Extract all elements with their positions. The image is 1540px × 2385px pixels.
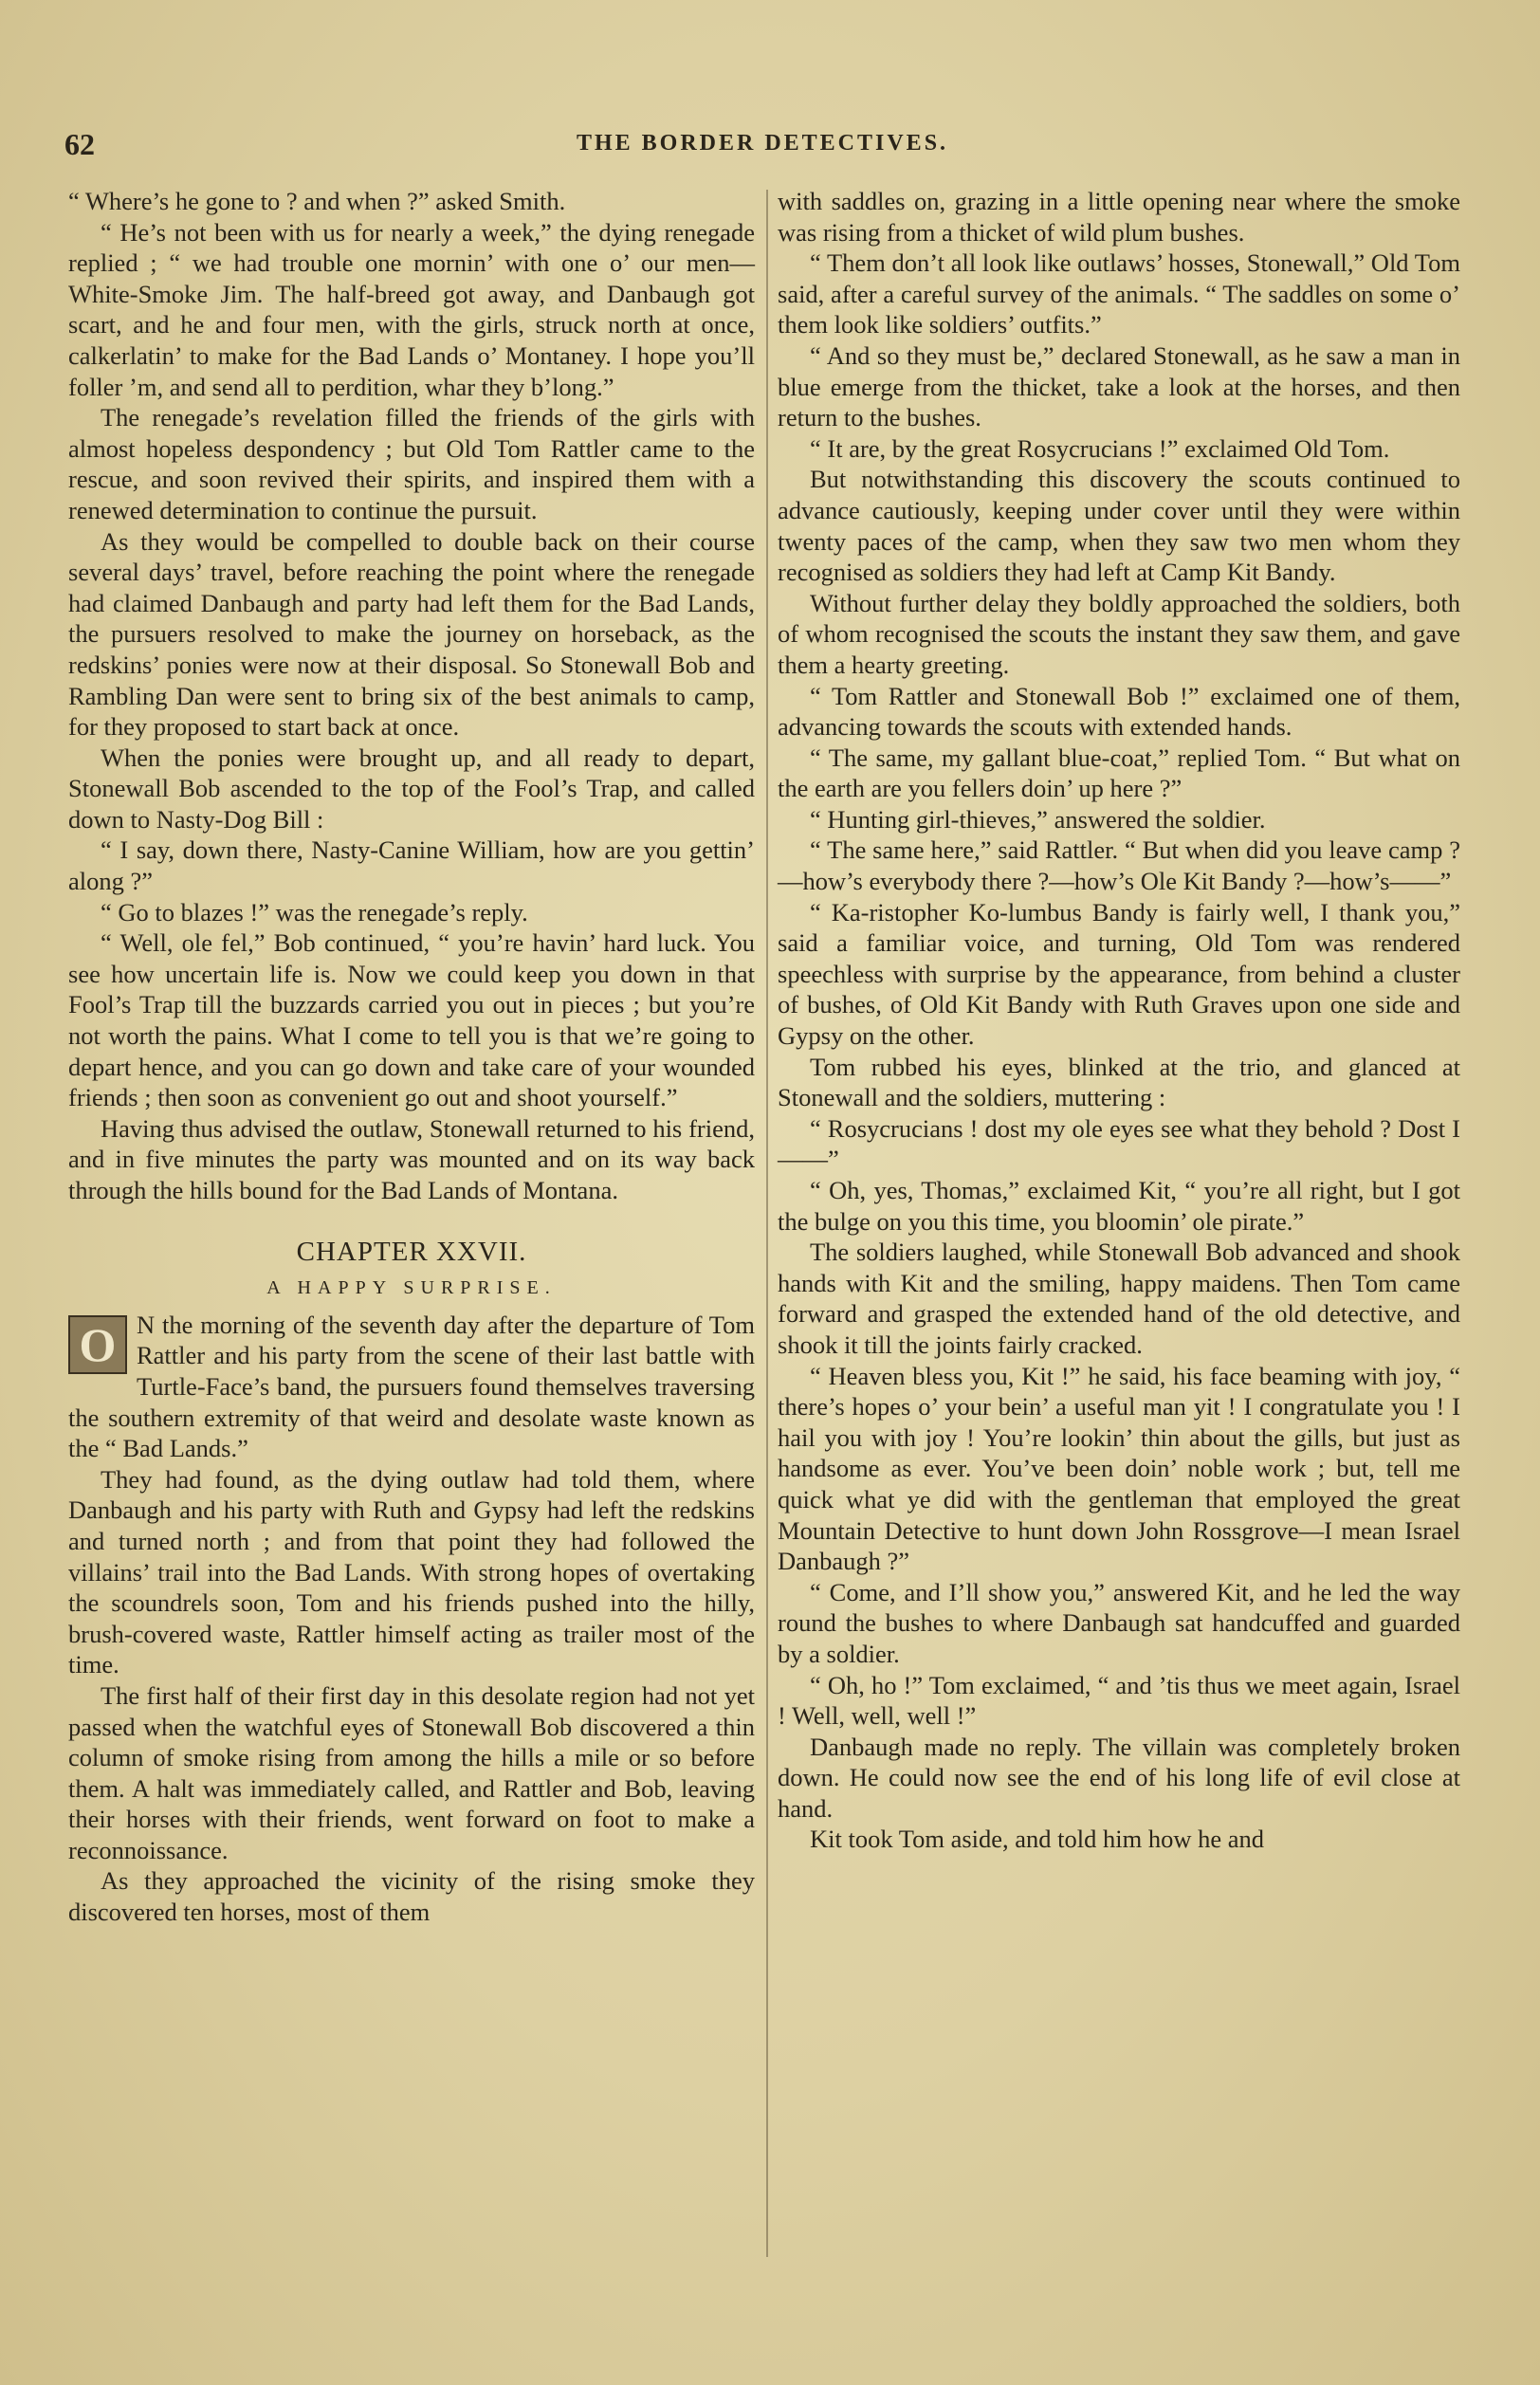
paragraph: But notwithstanding this discovery the scouts continued to advance cautiously, keeping under cover until they were within twenty paces of the camp, when they saw two men whom they recognised as soldiers they had left at Camp Kit Bandy. xyxy=(778,465,1460,587)
page-header xyxy=(61,127,1464,165)
paragraph: “ Oh, yes, Thomas,” exclaimed Kit, “ you’re all right, but I got the bulge on you this time, you bloomin’ ole pirate.” xyxy=(778,1176,1460,1236)
paragraph: The soldiers laughed, while Stonewall Bob advanced and shook hands with Kit and the smiling, happy maidens. Then Tom came forward and grasped the extended hand of the old detective, and shook it till the joints fairly cracked. xyxy=(778,1238,1460,1359)
paragraph: They had found, as the dying outlaw had told them, where Danbaugh and his party with Ruth and Gypsy had left the redskins and turned north ; and from that point they had followed the villains’ trail into the Bad Lands. With strong hopes of overtaking the scoundrels soon, Tom and his friends pushed into the hilly, brush-covered waste, Rattler himself acting as trailer most of the time. xyxy=(68,1464,755,1679)
paragraph: with saddles on, grazing in a little opening near where the smoke was rising from a thicket of wild plum bushes. xyxy=(778,187,1460,247)
paragraph: “ Where’s he gone to ? and when ?” asked Smith. xyxy=(68,187,566,215)
running-title: THE BORDER DETECTIVES. xyxy=(576,131,949,156)
left-column xyxy=(68,186,755,1928)
left-paragraphs-after xyxy=(68,1464,755,1928)
paragraph: The renegade’s revelation filled the friends of the girls with almost hopeless despondency ; but Old Tom Rattler came to the rescue, and soon revived their spirits, and inspired them with a renewed determination to continue the pursuit. xyxy=(68,403,755,524)
paragraph: “ I say, down there, Nasty-Canine William, how are you gettin’ along ?” xyxy=(68,835,755,896)
page-number: 62 xyxy=(64,127,95,161)
paragraph: “ Come, and I’ll show you,” answered Kit, and he led the way round the bushes to where Danbaugh sat handcuffed and guarded by a soldier. xyxy=(778,1577,1460,1668)
paragraph: “ The same here,” said Rattler. “ But when did you leave camp ?—how’s everybody there ?—how’s Ole Kit Bandy ?—how’s——” xyxy=(778,835,1460,896)
paragraph: As they would be compelled to double back on their course several days’ travel, before reaching the point where the renegade had claimed Danbaugh and party had left them for the Bad Lands, the pursuers resolved to make the journey on horseback, as the redskins’ ponies were now at their disposal. So Stonewall Bob and Rambling Dan were sent to bring six of the best animals to camp, for they proposed to start back at once. xyxy=(68,526,755,742)
paragraph: Danbaugh made no reply. The villain was completely broken down. He could now see the end of his long life of evil close at hand. xyxy=(778,1732,1460,1823)
paragraph: “ He’s not been with us for nearly a week,” the dying renegade replied ; “ we had trouble one mornin’ with one o’ our men—White-Smoke Jim. The half-breed got away, and Danbaugh got scart, and he and four men, with the girls, struck north at once, calkerlatin’ to make for the Bad Lands o’ Montaney. I hope you’ll foller ’m, and send all to perdition, whar they b’long.” xyxy=(68,217,755,401)
paragraph: Tom rubbed his eyes, blinked at the trio, and glanced at Stonewall and the soldiers, muttering : xyxy=(778,1052,1460,1112)
paragraph: “ It are, by the great Rosycrucians !” exclaimed Old Tom. xyxy=(810,433,1390,463)
chapter-subtitle: A HAPPY SURPRISE. xyxy=(266,1277,557,1299)
paragraph: “ Heaven bless you, Kit !” he said, his face beaming with joy, “ there’s hopes o’ your bein’ a useful man yit ! I congratulate you ! I hail you with joy ! You’re lookin’ thin about the gills, but just as handsome as ever. You’ve been doin’ noble work ; but, tell me quick what ye did with the gentleman that employed the great Mountain Detective to hunt down John Rossgrove—I mean Israel Danbaugh ?” xyxy=(778,1361,1460,1576)
chapter-title: CHAPTER XXVII. xyxy=(296,1236,527,1267)
paragraph: “ The same, my gallant blue-coat,” replied Tom. “ But what on the earth are you fellers doin’ up here ?” xyxy=(778,743,1460,803)
left-paragraphs xyxy=(68,186,755,1206)
paragraph: “ Oh, ho !” Tom exclaimed, “ and ’tis thus we meet again, Israel ! Well, well, well !” xyxy=(778,1670,1460,1731)
dropcap-letter: O xyxy=(68,1315,127,1374)
paragraph: “ Them don’t all look like outlaws’ hosses, Stonewall,” Old Tom said, after a careful survey of the animals. “ The saddles on some o’ them look like soldiers’ outfits.” xyxy=(778,248,1460,339)
paragraph: The first half of their first day in this desolate region had not yet passed when the watchful eyes of Stonewall Bob discovered a thin column of smoke rising from among the hills a mile or so before them. A halt was immediately called, and Rattler and Bob, leaving their horses with their friends, went forward on foot to make a reconnoissance. xyxy=(68,1680,755,1864)
paragraph: “ Go to blazes !” was the renegade’s reply. xyxy=(101,897,528,926)
paragraph: “ Well, ole fel,” Bob continued, “ you’re havin’ hard luck. You see how uncertain life is. Now we could keep you down in that Fool’s Trap till the buzzards carried you out in pieces ; but you’re not worth the pains. What I come to tell you is that we’re going to depart hence, and you can go down and take care of your wounded friends ; then soon as convenient go out and shoot yourself.” xyxy=(68,928,755,1112)
chapter-first-paragraph xyxy=(68,1310,755,1464)
paragraph: As they approached the vicinity of the rising smoke they discovered ten horses, most of them xyxy=(68,1866,755,1927)
paragraph: When the ponies were brought up, and all ready to depart, Stonewall Bob ascended to the top of the Fool’s Trap, and called down to Nasty-Dog Bill : xyxy=(68,743,755,834)
paragraph: “ Rosycrucians ! dost my ole eyes see what they behold ? Dost I——” xyxy=(778,1113,1460,1174)
paragraph: “ Hunting girl-thieves,” answered the soldier. xyxy=(810,804,1266,834)
paragraph: “ Ka-ristopher Ko-lumbus Bandy is fairly well, I thank you,” said a familiar voice, and turning, Old Tom was rendered speechless with surprise by the appearance, from behind a cluster of bushes, of Old Kit Bandy with Ruth Graves upon one side and Gypsy on the other. xyxy=(778,897,1460,1051)
chapter-first-paragraph-text: N the morning of the seventh day after the departure of Tom Rattler and his party from the scene of their last battle with Turtle-Face’s band, the pursuers found themselves traversing the southern extremity of that weird and desolate waste known as the “ Bad Lands.” xyxy=(68,1310,755,1463)
right-paragraphs xyxy=(778,186,1460,1855)
paragraph: Without further delay they boldly approached the soldiers, both of whom recognised the scouts the instant they saw them, and gave them a hearty greeting. xyxy=(778,588,1460,679)
paragraph: Kit took Tom aside, and told him how he and xyxy=(810,1825,1265,1854)
paragraph: “ And so they must be,” declared Stonewall, as he saw a man in blue emerge from the thicket, take a look at the horses, and then return to the bushes. xyxy=(778,340,1460,432)
column-rule xyxy=(766,190,768,2257)
paragraph: Having thus advised the outlaw, Stonewall returned to his friend, and in five minutes the party was mounted and on its way back through the hills bound for the Bad Lands of Montana. xyxy=(68,1113,755,1204)
right-column xyxy=(778,186,1460,1855)
paragraph: “ Tom Rattler and Stonewall Bob !” exclaimed one of them, advancing towards the scouts with extended hands. xyxy=(778,681,1460,742)
